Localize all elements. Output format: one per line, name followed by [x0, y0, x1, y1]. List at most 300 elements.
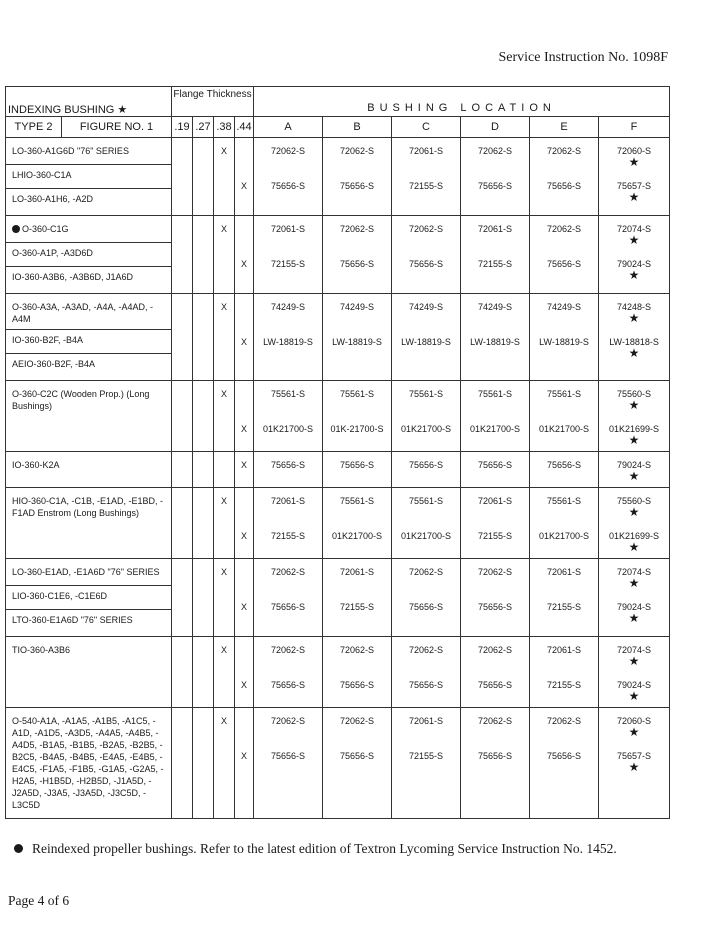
- flange-cell: [193, 216, 214, 294]
- part-number: 01K21700-S: [263, 424, 314, 434]
- flange-mark: [172, 173, 192, 208]
- engine-model-label: LO-360-A1G6D "76" SERIES: [12, 146, 129, 156]
- flange-cell: [172, 138, 193, 216]
- part-number: 75656-S: [478, 602, 513, 612]
- part-number: 75656-S: [340, 680, 375, 690]
- flange-cell: [193, 559, 214, 637]
- flange-mark: [214, 672, 234, 707]
- part-number: 75656-S: [271, 602, 306, 612]
- engine-model-label: TIO-360-A3B6: [12, 645, 71, 655]
- flange-mark: [193, 523, 213, 558]
- flange-cell: [172, 216, 193, 294]
- bushing-location-cell: [254, 294, 323, 381]
- flange-mark: [193, 251, 213, 286]
- star-icon: ★: [628, 654, 640, 668]
- part-number-block: [254, 452, 322, 487]
- bushing-location-cell: [530, 452, 599, 488]
- part-number: 72060-S: [617, 716, 652, 726]
- part-number: 75656-S: [340, 259, 375, 269]
- part-number-block: [392, 251, 460, 286]
- engine-models-cell: [6, 637, 172, 708]
- location-col-header: A: [254, 117, 323, 138]
- flange-mark: X: [241, 337, 248, 347]
- flange-cell: [235, 294, 254, 381]
- part-number: 72060-S: [617, 146, 652, 156]
- part-number: 72074-S: [617, 567, 652, 577]
- part-number-block: [461, 381, 529, 416]
- part-number: 79024-S: [617, 602, 652, 612]
- part-number-block: [599, 594, 669, 629]
- part-number-block: [461, 173, 529, 208]
- part-number-block: [323, 637, 391, 672]
- bushing-location-cell: [254, 559, 323, 637]
- flange-mark: X: [241, 181, 248, 191]
- engine-models-cell: [6, 559, 172, 637]
- part-number-block: [461, 216, 529, 251]
- part-number-block: [530, 381, 598, 416]
- engine-model: [6, 711, 171, 815]
- part-number-block: [530, 672, 598, 707]
- part-number: 72155-S: [271, 259, 306, 269]
- part-number: LW-18819-S: [470, 337, 520, 347]
- flange-mark: X: [241, 531, 248, 541]
- part-number-block: [461, 416, 529, 451]
- bushing-location-cell: [254, 138, 323, 216]
- flange-cell: [214, 216, 235, 294]
- part-number: 01K21700-S: [401, 424, 452, 434]
- flange-mark: [193, 329, 213, 364]
- part-number-block: [254, 594, 322, 629]
- star-icon: ★: [628, 311, 640, 325]
- engine-model-label: O-360-C1G: [22, 224, 69, 234]
- part-number: 74249-S: [271, 302, 306, 312]
- part-number-block: [599, 416, 669, 451]
- flange-cell: [172, 559, 193, 637]
- part-number-block: [323, 743, 391, 778]
- part-number-block: [323, 416, 391, 451]
- part-number: 74249-S: [340, 302, 375, 312]
- flange-mark: [172, 216, 192, 251]
- location-col-header: B: [323, 117, 392, 138]
- engine-model: [6, 330, 171, 354]
- part-number: 72061-S: [478, 496, 513, 506]
- part-number: 01K21700-S: [539, 424, 590, 434]
- part-number: 72062-S: [547, 224, 582, 234]
- part-number: 72062-S: [409, 567, 444, 577]
- bullet-icon: [14, 844, 23, 853]
- engine-models-cell: [6, 381, 172, 452]
- flange-mark: [193, 559, 213, 594]
- flange-mark: X: [241, 602, 248, 612]
- star-icon: ★: [628, 155, 640, 169]
- part-number-block: [599, 637, 669, 672]
- part-number: 75656-S: [547, 259, 582, 269]
- location-col-header: D: [461, 117, 530, 138]
- star-icon: ★: [628, 398, 640, 412]
- part-number-block: [530, 251, 598, 286]
- engine-models-cell: [6, 216, 172, 294]
- reindexed-bullet-icon: [12, 225, 20, 233]
- part-number: 75656-S: [409, 259, 444, 269]
- flange-mark: [214, 416, 234, 451]
- flange-col-header: .38: [214, 117, 235, 138]
- engine-model: [6, 141, 171, 165]
- engine-model-label: O-360-A3A, -A3AD, -A4A, -A4AD, -A4M: [12, 302, 154, 324]
- part-number: 72155-S: [340, 602, 375, 612]
- star-icon: ★: [628, 469, 640, 483]
- flange-cell: [193, 452, 214, 488]
- part-number-block: [530, 173, 598, 208]
- part-number-block: [530, 559, 598, 594]
- flange-cell: [172, 452, 193, 488]
- star-icon: ★: [628, 233, 640, 247]
- part-number: 75560-S: [617, 389, 652, 399]
- engine-models-cell: [6, 488, 172, 559]
- engine-model: [6, 640, 171, 663]
- bushing-location-cell: [392, 488, 461, 559]
- part-number: 72062-S: [547, 146, 582, 156]
- part-number-block: [392, 488, 460, 523]
- engine-model: [6, 243, 171, 267]
- flange-mark: [172, 672, 192, 707]
- engine-model: [6, 562, 171, 586]
- part-number: 72155-S: [271, 531, 306, 541]
- service-instruction-number: Service Instruction No. 1098F: [498, 50, 668, 65]
- flange-mark: [172, 559, 192, 594]
- engine-model: [6, 189, 171, 212]
- star-icon: ★: [628, 725, 640, 739]
- bushing-location-cell: [323, 488, 392, 559]
- part-number: LW-18819-S: [332, 337, 382, 347]
- part-number-block: [599, 523, 669, 558]
- flange-cell: [235, 559, 254, 637]
- indexing-bushing-header: INDEXING BUSHING ★: [6, 87, 172, 117]
- flange-cell: [235, 637, 254, 708]
- flange-cell: [193, 381, 214, 452]
- part-number-block: [461, 138, 529, 173]
- part-number-block: [323, 216, 391, 251]
- flange-mark: [193, 708, 213, 743]
- part-number: 72062-S: [547, 716, 582, 726]
- engine-model-label: LHIO-360-C1A: [12, 170, 72, 180]
- flange-mark: [214, 452, 234, 487]
- flange-cell: [214, 452, 235, 488]
- flange-col-header: .27: [193, 117, 214, 138]
- flange-cell: [172, 637, 193, 708]
- flange-cell: [193, 488, 214, 559]
- part-number: LW-18819-S: [539, 337, 589, 347]
- part-number: 01K21700-S: [539, 531, 590, 541]
- flange-mark: [214, 523, 234, 558]
- part-number: 75561-S: [340, 389, 375, 399]
- part-number: 72062-S: [478, 716, 513, 726]
- part-number: 72061-S: [547, 567, 582, 577]
- part-number: 01K21700-S: [401, 531, 452, 541]
- flange-cell: [214, 637, 235, 708]
- flange-cell: [235, 452, 254, 488]
- bushing-location-cell: [254, 216, 323, 294]
- bushing-location-cell: [323, 381, 392, 452]
- flange-mark: [172, 329, 192, 364]
- part-number: 75561-S: [409, 389, 444, 399]
- flange-mark: [172, 381, 192, 416]
- part-number: 75656-S: [478, 751, 513, 761]
- flange-mark: X: [241, 751, 248, 761]
- flange-mark: [172, 523, 192, 558]
- part-number-block: [323, 672, 391, 707]
- part-number: 75656-S: [478, 181, 513, 191]
- part-number: 01K21700-S: [332, 531, 383, 541]
- part-number: 72155-S: [547, 680, 582, 690]
- engine-model: [6, 354, 171, 377]
- part-number: LW-18819-S: [263, 337, 313, 347]
- part-number: 72074-S: [617, 645, 652, 655]
- part-number: 75656-S: [409, 460, 444, 470]
- part-number-block: [530, 216, 598, 251]
- part-number: LW-18818-S: [609, 337, 659, 347]
- bushing-location-cell: [323, 559, 392, 637]
- flange-mark: X: [221, 302, 228, 312]
- bushing-location-cell: [599, 381, 670, 452]
- bushing-location-cell: [323, 138, 392, 216]
- part-number-block: [599, 381, 669, 416]
- flange-cell: [214, 488, 235, 559]
- star-icon: ★: [628, 576, 640, 590]
- flange-mark: [172, 294, 192, 329]
- part-number: 72062-S: [271, 146, 306, 156]
- flange-mark: [172, 708, 192, 743]
- part-number: 75656-S: [340, 751, 375, 761]
- bushing-location-cell: [461, 216, 530, 294]
- engine-model: [6, 491, 171, 523]
- table-row: [6, 637, 670, 708]
- part-number-block: [392, 216, 460, 251]
- flange-cell: [193, 637, 214, 708]
- part-number: 72155-S: [409, 181, 444, 191]
- bushing-location-cell: [599, 708, 670, 819]
- flange-mark: [172, 416, 192, 451]
- engine-model-label: O-360-A1P, -A3D6D: [12, 248, 93, 258]
- flange-mark: X: [221, 496, 228, 506]
- part-number: 74248-S: [617, 302, 652, 312]
- part-number: 75657-S: [617, 181, 652, 191]
- part-number-block: [254, 488, 322, 523]
- part-number: 75656-S: [409, 602, 444, 612]
- bushing-location-cell: [530, 559, 599, 637]
- part-number: 72062-S: [478, 645, 513, 655]
- part-number: 75656-S: [271, 751, 306, 761]
- part-number: 75561-S: [547, 496, 582, 506]
- bushing-location-cell: [392, 216, 461, 294]
- bushing-location-cell: [599, 138, 670, 216]
- bushing-location-cell: [323, 637, 392, 708]
- part-number: LW-18819-S: [401, 337, 451, 347]
- bushing-location-cell: [461, 294, 530, 381]
- part-number: 79024-S: [617, 259, 652, 269]
- part-number-block: [599, 708, 669, 743]
- bushing-table: [5, 86, 670, 819]
- part-number-block: [599, 294, 669, 329]
- table-row: [6, 216, 670, 294]
- part-number: 75656-S: [340, 181, 375, 191]
- engine-model-label: O-540-A1A, -A1A5, -A1B5, -A1C5, -A1D, -A1D5, -A3D5, -A4A5, -A4B5, -A4D5, -B1A5, -B1B5, -B2A5, -B2B5, -B2C5, -B4A5, -B4B5, -E4A5, -E4B5, -E4C5, -F1A5, -F1B5, -G1A5, -G2A5, -H2A5, -H1B5D, -H2B5D, -J1A5D, -J2A5D, -J3A5, -J3A5D, -J3C5D, -L3C5D: [12, 716, 164, 810]
- part-number-block: [254, 672, 322, 707]
- part-number-block: [392, 743, 460, 778]
- bushing-location-cell: [254, 488, 323, 559]
- part-number-block: [530, 488, 598, 523]
- part-number-block: [323, 173, 391, 208]
- flange-mark: [172, 138, 192, 173]
- flange-cell: [214, 708, 235, 819]
- bushing-location-cell: [461, 452, 530, 488]
- bushing-location-cell: [461, 637, 530, 708]
- part-number-block: [254, 138, 322, 173]
- bushing-location-cell: [461, 138, 530, 216]
- part-number: 72061-S: [271, 496, 306, 506]
- table-row: [6, 138, 670, 216]
- part-number: 72061-S: [547, 645, 582, 655]
- flange-cell: [193, 294, 214, 381]
- part-number-block: [323, 251, 391, 286]
- bushing-location-cell: [254, 452, 323, 488]
- part-number-block: [530, 416, 598, 451]
- engine-model: [6, 219, 171, 243]
- footnote: [14, 840, 674, 858]
- part-number-block: [254, 173, 322, 208]
- part-number: 72062-S: [340, 146, 375, 156]
- part-number: 79024-S: [617, 680, 652, 690]
- star-icon: ★: [628, 689, 640, 703]
- bushing-location-cell: [323, 708, 392, 819]
- part-number-block: [461, 452, 529, 487]
- part-number: 72061-S: [340, 567, 375, 577]
- flange-mark: [214, 173, 234, 208]
- bushing-location-cell: [599, 452, 670, 488]
- engine-model-label: HIO-360-C1A, -C1B, -E1AD, -E1BD, -F1AD Enstrom (Long Bushings): [12, 496, 164, 518]
- bushing-location-cell: [461, 381, 530, 452]
- flange-mark: [172, 488, 192, 523]
- flange-mark: [193, 637, 213, 672]
- part-number-block: [461, 294, 529, 329]
- bushing-location-cell: [254, 637, 323, 708]
- table-row: [6, 294, 670, 381]
- part-number-block: [392, 173, 460, 208]
- table-row: [6, 452, 670, 488]
- part-number: 74249-S: [547, 302, 582, 312]
- part-number-block: [254, 708, 322, 743]
- star-icon: ★: [628, 433, 640, 447]
- part-number-block: [392, 452, 460, 487]
- part-number-block: [254, 381, 322, 416]
- part-number-block: [461, 743, 529, 778]
- part-number: 72062-S: [271, 645, 306, 655]
- part-number: 72062-S: [340, 224, 375, 234]
- flange-mark: [193, 216, 213, 251]
- part-number-block: [530, 637, 598, 672]
- flange-cell: [214, 294, 235, 381]
- flange-mark: [172, 251, 192, 286]
- bushing-location-cell: [392, 452, 461, 488]
- part-number-block: [254, 416, 322, 451]
- part-number-block: [599, 488, 669, 523]
- flange-mark: [214, 743, 234, 778]
- part-number-block: [599, 672, 669, 707]
- bushing-location-cell: [254, 381, 323, 452]
- part-number-block: [323, 488, 391, 523]
- bushing-location-cell: [323, 294, 392, 381]
- flange-mark: [214, 594, 234, 629]
- flange-mark: X: [241, 259, 248, 269]
- engine-models-cell: [6, 452, 172, 488]
- flange-thickness-header: Flange Thickness: [172, 87, 254, 117]
- part-number-block: [599, 173, 669, 208]
- bushing-location-cell: [461, 708, 530, 819]
- figure-no-header: FIGURE NO. 1: [62, 117, 172, 138]
- part-number-block: [254, 294, 322, 329]
- part-number-block: [392, 594, 460, 629]
- flange-mark: [235, 138, 253, 173]
- flange-cell: [235, 138, 254, 216]
- part-number-block: [323, 294, 391, 329]
- engine-model-label: LO-360-A1H6, -A2D: [12, 194, 94, 204]
- flange-mark: X: [221, 224, 228, 234]
- flange-mark: X: [241, 424, 248, 434]
- part-number-block: [392, 523, 460, 558]
- part-number-block: [599, 329, 669, 364]
- part-number-block: [530, 594, 598, 629]
- star-icon: ★: [628, 540, 640, 554]
- engine-model-label: LIO-360-C1E6, -C1E6D: [12, 591, 108, 601]
- part-number-block: [461, 637, 529, 672]
- flange-mark: X: [221, 716, 228, 726]
- part-number: 72074-S: [617, 224, 652, 234]
- part-number: 75656-S: [547, 460, 582, 470]
- bushing-location-cell: [530, 294, 599, 381]
- part-number-block: [254, 559, 322, 594]
- flange-mark: [193, 743, 213, 778]
- star-icon: ★: [628, 268, 640, 282]
- flange-cell: [193, 138, 214, 216]
- part-number: 72062-S: [340, 645, 375, 655]
- bushing-location-cell: [599, 488, 670, 559]
- location-col-header: C: [392, 117, 461, 138]
- engine-model-label: IO-360-A3B6, -A3B6D, J1A6D: [12, 272, 134, 282]
- part-number-block: [599, 138, 669, 173]
- bushing-location-cell: [392, 138, 461, 216]
- part-number-block: [461, 329, 529, 364]
- part-number-block: [392, 637, 460, 672]
- part-number-block: [254, 637, 322, 672]
- location-col-header: F: [599, 117, 670, 138]
- engine-model: [6, 455, 171, 478]
- bushing-location-cell: [392, 381, 461, 452]
- part-number-block: [323, 523, 391, 558]
- flange-cell: [235, 488, 254, 559]
- flange-mark: [235, 637, 253, 672]
- part-number: 72061-S: [409, 716, 444, 726]
- star-icon: ★: [628, 505, 640, 519]
- flange-mark: X: [221, 567, 228, 577]
- part-number-block: [530, 523, 598, 558]
- location-col-header: E: [530, 117, 599, 138]
- part-number-block: [392, 559, 460, 594]
- part-number-block: [392, 416, 460, 451]
- part-number-block: [461, 672, 529, 707]
- part-number: 72155-S: [409, 751, 444, 761]
- flange-col-header: .19: [172, 117, 193, 138]
- engine-model: [6, 610, 171, 633]
- bushing-location-cell: [323, 216, 392, 294]
